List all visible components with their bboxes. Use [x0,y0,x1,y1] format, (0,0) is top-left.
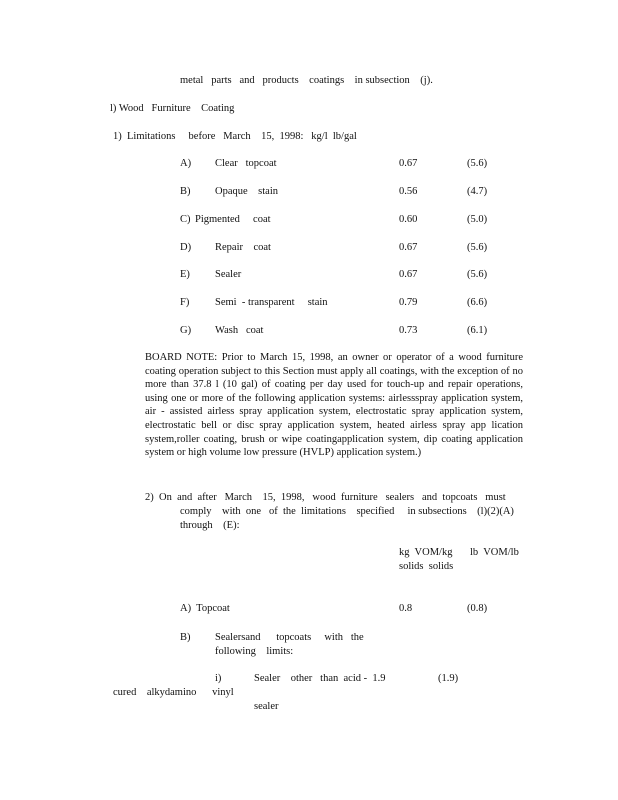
row-kg-value: 0.56 [399,186,418,197]
row-coating-name: Repair coat [215,242,271,253]
row-lb-value: (6.6) [467,297,488,308]
row-kg-value: 0.73 [399,325,418,336]
topcoat-kg-value: 0.8 [399,603,413,614]
i-lb-value: (1.9) [438,673,459,684]
item-2-line-2: comply with one of the limitations specified in subsections (l)(2)(A) [180,506,514,517]
row-letter: C) [180,214,191,225]
column-header-solids: solids solids [399,561,454,572]
row-letter: E) [180,269,190,280]
row-coating-name: Pigmented coat [195,214,271,225]
row-lb-value: (5.6) [467,158,488,169]
row-lb-value: (5.6) [467,269,488,280]
cured-line: cured alkydamino vinyl [113,687,234,698]
row-coating-name: Wash coat [215,325,264,336]
row-letter: F) [180,297,190,308]
row-kg-value: 0.67 [399,158,418,169]
top-line: metal parts and products coatings in subsection (j). [180,75,433,86]
row-kg-value: 0.79 [399,297,418,308]
item-2-line-1: 2) On and after March 15, 1998, wood furniture sealers and topcoats must [145,492,506,503]
topcoat-lb-value: (0.8) [467,603,488,614]
row-lb-value: (5.0) [467,214,488,225]
row-letter: B) [180,186,191,197]
section-heading: l) Wood Furniture Coating [110,103,235,114]
column-header-lb: lb VOM/lb [470,547,519,558]
row-letter: G) [180,325,192,336]
i-text: Sealer other than acid - 1.9 [254,673,386,684]
row-kg-value: 0.60 [399,214,418,225]
row-letter: D) [180,242,192,253]
b-line-2: following limits: [215,646,294,657]
column-header-kg: kg VOM/kg [399,547,453,558]
row-kg-value: 0.67 [399,242,418,253]
row-coating-name: Sealer [215,269,242,280]
row-coating-name: Semi - transparent stain [215,297,328,308]
topcoat-label: A) Topcoat [180,603,230,614]
b-line-1: Sealersand topcoats with the [215,632,364,643]
board-note: BOARD NOTE: Prior to March 15, 1998, an owner or operator of a wood furniture coating operation subject to this Section must apply all coatings, with the exception of no more than 37.8 l (10 gal) of coating per day used for touch-up and repair operations, using one or more of the following application systems: airlessspray application system, air - assisted airless spray application system, electrostatic spray application system, electrostatic bell or disc spray application system, heated airless spray app lication system,roller coating, brush or wipe coatingapplication system, dip coating application system or high volume low pressure (HVLP) application system.) [145,352,523,459]
item-2-line-3: through (E): [180,520,240,531]
row-letter: A) [180,158,192,169]
row-lb-value: (5.6) [467,242,488,253]
b-letter: B) [180,632,191,643]
row-coating-name: Opaque stain [215,186,278,197]
row-lb-value: (6.1) [467,325,488,336]
i-label: i) [215,673,222,684]
row-lb-value: (4.7) [467,186,488,197]
limitations-heading: 1) Limitations before March 15, 1998: kg/l lb/gal [113,131,357,142]
sealer-word: sealer [254,701,279,712]
row-coating-name: Clear topcoat [215,158,277,169]
row-kg-value: 0.67 [399,269,418,280]
